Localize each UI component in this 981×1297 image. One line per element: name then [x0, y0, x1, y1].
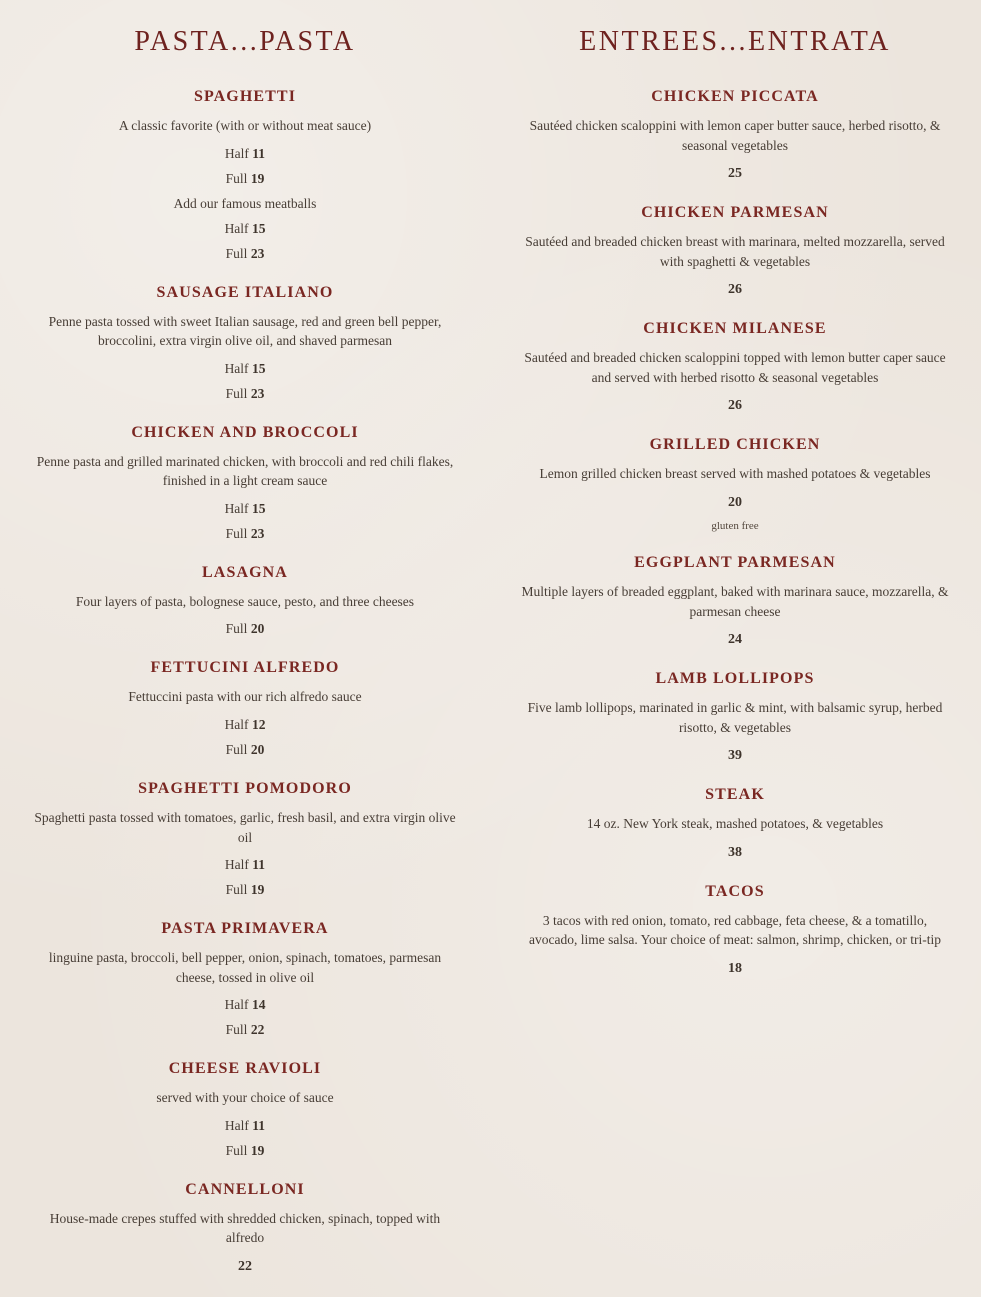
menu-item-name: FETTUCINI ALFREDO: [150, 659, 340, 677]
menu-item-description: 14 oz. New York steak, mashed potatoes, & vegetables: [586, 816, 884, 832]
price-amount: 11: [252, 145, 266, 161]
price-label: Half: [224, 360, 249, 376]
menu-item: [24, 780, 466, 898]
price-amount: 11: [252, 857, 266, 873]
price-line: [24, 1022, 466, 1038]
price-amount: 19: [250, 1142, 265, 1158]
menu-item-addon: Add our famous meatballs: [173, 195, 317, 211]
price-label: Full: [225, 1142, 248, 1158]
menu-item: [514, 204, 956, 298]
menu-item: [24, 1060, 466, 1159]
menu-item-name: CHICKEN AND BROCCOLI: [131, 423, 359, 441]
price-amount: 23: [250, 245, 265, 261]
menu-item-name: CHICKEN MILANESE: [643, 320, 827, 338]
price-amount: 38: [728, 844, 742, 860]
price-amount: 25: [728, 166, 742, 182]
price-label: Full: [225, 525, 248, 541]
price-line: [514, 397, 956, 414]
menu-item-description: Multiple layers of breaded eggplant, baked with marinara sauce, mozzarella, & parmesan cheese: [521, 583, 949, 619]
menu-item-note: gluten free: [711, 519, 759, 532]
price-amount: 20: [250, 741, 265, 757]
price-amount: 23: [250, 525, 265, 541]
menu-item: [514, 320, 956, 414]
menu-item: [24, 1181, 466, 1275]
menu-item-description: Sautéed and breaded chicken scaloppini topped with lemon butter caper sauce and served with herbed risotto & seasonal vegetables: [524, 350, 946, 385]
price-line: [24, 526, 466, 542]
price-amount: 15: [251, 220, 266, 236]
price-amount: 22: [238, 1258, 252, 1274]
menu-item: [514, 554, 956, 648]
menu-item-description: linguine pasta, broccoli, bell pepper, onion, spinach, tomatoes, parmesan cheese, tossed in olive oil: [48, 950, 442, 985]
price-line: [24, 361, 466, 377]
menu-item-name: CHICKEN PARMESAN: [641, 204, 829, 222]
price-label: Half: [224, 500, 249, 516]
price-label: Half: [224, 220, 249, 236]
price-line: [24, 1143, 466, 1159]
price-line: [24, 221, 466, 237]
price-amount: 15: [251, 500, 266, 516]
price-amount: 26: [728, 282, 742, 298]
menu-item: [514, 88, 956, 182]
menu-item-name: SPAGHETTI: [193, 88, 297, 105]
price-amount: 14: [251, 997, 266, 1013]
price-line: [24, 717, 466, 733]
price-amount: 24: [728, 632, 742, 648]
price-amount: 39: [728, 748, 742, 764]
price-amount: 19: [250, 170, 265, 186]
menu-item-name: STEAK: [705, 786, 765, 804]
price-label: Half: [224, 716, 249, 732]
price-line: [24, 246, 466, 262]
menu-item-description: Fettuccini pasta with our rich alfredo sauce: [128, 689, 362, 705]
menu-item-description: Five lamb lollipops, marinated in garlic & mint, with balsamic syrup, herbed risotto, & vegetables: [527, 700, 943, 735]
price-label: Full: [225, 170, 248, 186]
column-title-entrees: ENTREES...ENTRATA: [579, 26, 891, 57]
price-label: Full: [225, 1022, 248, 1038]
menu-item: [514, 786, 956, 861]
price-label: Half: [224, 997, 249, 1013]
price-line: [514, 844, 956, 861]
menu-item-description: Penne pasta and grilled marinated chicken, with broccoli and red chili flakes, finished in a light cream sauce: [36, 453, 454, 489]
price-line: [24, 621, 466, 637]
menu-items-pasta: [24, 88, 466, 1275]
menu-item-description: Sautéed chicken scaloppini with lemon caper butter sauce, herbed risotto, & seasonal vegetables: [529, 118, 941, 153]
menu-item-description: House-made crepes stuffed with shredded chicken, spinach, topped with alfredo: [49, 1210, 441, 1246]
price-label: Full: [225, 621, 248, 637]
menu-item-name: SAUSAGE ITALIANO: [156, 283, 334, 301]
menu-item-description: Spaghetti pasta tossed with tomatoes, garlic, fresh basil, and extra virgin olive oil: [34, 809, 456, 845]
price-label: Half: [224, 1117, 249, 1133]
price-line: [24, 1118, 466, 1134]
menu-item-name: EGGPLANT PARMESAN: [634, 553, 836, 571]
price-amount: 15: [251, 360, 266, 376]
menu-item: [24, 659, 466, 758]
menu-item-name: CHEESE RAVIOLI: [168, 1060, 322, 1078]
price-label: Full: [225, 741, 248, 757]
menu-column-pasta: [0, 18, 490, 1297]
price-line: [514, 631, 956, 648]
menu-item-name: PASTA PRIMAVERA: [161, 920, 329, 938]
menu-item-description: served with your choice of sauce: [156, 1090, 334, 1106]
menu-item-description: A classic favorite (with or without meat sauce): [118, 118, 372, 133]
price-line: [24, 146, 466, 162]
price-line: [24, 386, 466, 402]
price-label: Full: [225, 385, 248, 401]
price-line: [514, 281, 956, 298]
menu-item-description: Sautéed and breaded chicken breast with marinara, melted mozzarella, served with spaghetti & vegetables: [525, 234, 945, 269]
menu-item-name: SPAGHETTI POMODORO: [138, 779, 352, 797]
menu-column-entrees: [490, 18, 980, 999]
menu-item-name: GRILLED CHICKEN: [649, 436, 821, 454]
menu-items-entrees: [514, 88, 956, 977]
price-line: [24, 1258, 466, 1275]
price-amount: 26: [728, 398, 742, 414]
price-amount: 19: [250, 882, 265, 898]
price-line: [514, 165, 956, 182]
menu-item-name: LAMB LOLLIPOPS: [655, 670, 815, 688]
price-label: Full: [225, 882, 248, 898]
price-amount: 20: [728, 494, 742, 510]
price-amount: 22: [250, 1022, 265, 1038]
menu-item-description: Penne pasta tossed with sweet Italian sausage, red and green bell pepper, broccolini, extra virgin olive oil, and shaved parmesan: [48, 313, 442, 349]
price-label: Half: [224, 145, 249, 161]
menu-item-name: TACOS: [705, 882, 765, 900]
price-line: [514, 960, 956, 977]
price-line: [24, 742, 466, 758]
price-amount: 18: [728, 960, 742, 976]
menu-item: [24, 88, 466, 262]
menu-item-description: 3 tacos with red onion, tomato, red cabbage, feta cheese, & a tomatillo, avocado, lime salsa. Your choice of meat: salmon, shrimp, chicken, or tri-tip: [528, 912, 942, 948]
column-title-pasta: PASTA...PASTA: [134, 26, 356, 57]
menu-item: [514, 436, 956, 532]
menu-item: [24, 564, 466, 638]
menu-item-name: LASAGNA: [202, 563, 288, 581]
menu-item-name: CANNELLONI: [185, 1180, 305, 1198]
price-line: [514, 494, 956, 511]
price-line: [24, 882, 466, 898]
menu-item: [24, 424, 466, 542]
price-amount: 11: [252, 1117, 266, 1133]
price-amount: 12: [251, 716, 266, 732]
menu-item-name: CHICKEN PICCATA: [651, 88, 819, 105]
price-line: [24, 171, 466, 187]
menu-item: [24, 920, 466, 1038]
price-amount: 20: [250, 621, 265, 637]
menu-item: [24, 284, 466, 402]
menu-item: [514, 670, 956, 764]
menu-item-description: Four layers of pasta, bolognese sauce, pesto, and three cheeses: [75, 593, 415, 609]
price-label: Full: [225, 245, 248, 261]
price-line: [24, 997, 466, 1013]
price-label: Half: [224, 857, 249, 873]
price-line: [24, 501, 466, 517]
price-line: [24, 857, 466, 873]
menu-item-description: Lemon grilled chicken breast served with mashed potatoes & vegetables: [539, 466, 931, 482]
price-line: [514, 747, 956, 764]
menu-item: [514, 883, 956, 977]
price-amount: 23: [250, 385, 265, 401]
